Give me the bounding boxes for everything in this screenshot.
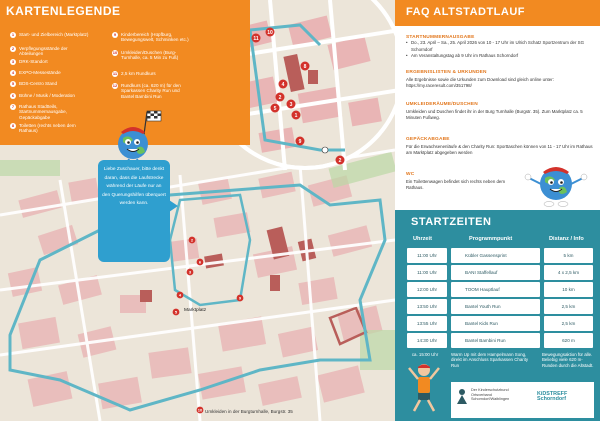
legend-marker: 1 (11, 32, 15, 37)
faq-header (395, 0, 600, 26)
legend-marker: 10 (112, 50, 118, 55)
charity-time: ca. 15:00 Uhr (411, 352, 439, 357)
jumping-jack-icon (407, 362, 441, 414)
row-distance: 2,5 km (544, 299, 593, 314)
legend-marker: 3 (11, 59, 15, 64)
table-row (407, 333, 593, 348)
svg-text:4: 4 (281, 82, 285, 88)
svg-text:2: 2 (338, 158, 342, 164)
table-row (407, 265, 593, 280)
faq-heading: STARTNUMMERNAUSGABE (406, 35, 475, 40)
faq-heading: WC (406, 172, 415, 177)
map-legend (0, 0, 250, 145)
svg-text:5: 5 (174, 309, 178, 315)
charity-info: Warm Up mit dem Hampelmann Song, direkt im Anschluss Sparkassen Charity Run (451, 352, 529, 368)
logo-strip (451, 382, 594, 418)
charity-extra: Bewegungsaktion für alle. Beliebig viele 620 m-Runden durch die Altstadt. (542, 352, 594, 368)
svg-text:8: 8 (303, 64, 307, 70)
row-distance: 4 x 2,5 km (544, 265, 593, 280)
row-time: 14:30 Uhr (407, 333, 447, 348)
faq-section-gepaeck (406, 137, 596, 156)
row-time: 13:50 Uhr (407, 299, 447, 314)
faq-panel (395, 0, 600, 210)
faq-text: Für die Erwachsenenläufe & den Charity Run: Sporttaschen können von 11 - 17 Uhr im Rathaus am Marktplatz abgegeben werden (406, 144, 593, 155)
faq-text: Ein Toilettenwagen befindet sich rechts neben dem Rathaus. (406, 179, 506, 190)
svg-text:9: 9 (238, 295, 242, 301)
legend-text: Start- und Zielbereich (Marktplatz) (19, 32, 89, 37)
svg-text:9: 9 (298, 139, 302, 145)
row-time: 11:00 Uhr (407, 248, 447, 263)
table-row (407, 248, 593, 263)
legend-marker: 8 (11, 123, 15, 128)
marktplatz-label: Marktplatz (184, 308, 207, 313)
faq-text: Alle Ergebnisse sowie die Urkunden zum Download sind gleich online unter: https://my.raceresult.com/351798/ (406, 77, 554, 88)
legend-text: Kinderbereich (Hüpfburg, Bewegungswelt, Schminken etc.) (121, 32, 189, 43)
svg-text:2: 2 (190, 237, 194, 243)
start-times-panel (395, 210, 600, 421)
legend-marker: 9 (113, 32, 117, 37)
faq-section-ergebnisse (406, 70, 596, 89)
row-time: 12:00 Uhr (407, 282, 447, 297)
legend-text: Rundkurs (ca. 620 m) für den Sparkassen Charity Run und Bantel Bambini Run (121, 83, 181, 99)
legend-text: Verpflegungsstände der Abteilungen (19, 46, 68, 57)
svg-text:3: 3 (188, 269, 192, 275)
faq-bullet: • Do., 23. April – Sa., 25. April 2026 von 10 - 17 Uhr im Ulrich Schatz Sportzentrum der SG Schorndorf (406, 40, 596, 53)
legend-title: KARTENLEGENDE (6, 4, 121, 18)
table-row (407, 299, 593, 314)
svg-text:1: 1 (294, 113, 298, 119)
legend-text: Toiletten (rechts neben dem Rathaus) (19, 123, 76, 134)
legend-text: Rathaus Stadtteils, Startnummernausgabe, Gepäckabgabe (19, 104, 68, 120)
legend-marker: 11 (112, 71, 118, 76)
row-program: Kübler Gassensprint (451, 248, 540, 263)
row-time: 11:00 Uhr (407, 265, 447, 280)
svg-text:5: 5 (273, 106, 277, 112)
faq-section-startnummern (406, 35, 596, 60)
legend-text: EXPO-Messestände (19, 70, 61, 75)
row-distance: 10 km (544, 282, 593, 297)
svg-text:11: 11 (253, 36, 259, 42)
legend-marker: 7 (11, 104, 15, 109)
legend-text: 2,5 km Rundkurs (121, 71, 156, 76)
row-distance: 620 m (544, 333, 593, 348)
row-distance: 5 km (544, 248, 593, 263)
header-distance: Distanz / Info (549, 236, 584, 242)
legend-text: BDS-Centro Stand (19, 81, 58, 86)
legend-marker: 5 (11, 81, 15, 86)
table-row (407, 282, 593, 297)
row-time: 13:55 Uhr (407, 316, 447, 331)
header-time: Uhrzeit (413, 236, 432, 242)
legend-text: DRK-Standort (19, 59, 48, 64)
svg-text:10: 10 (197, 407, 203, 413)
svg-text:4: 4 (178, 292, 182, 298)
faq-section-wc (406, 172, 516, 191)
table-row (407, 316, 593, 331)
globe-mascot-icon (521, 160, 591, 208)
row-program: BANI Staffellauf (451, 265, 540, 280)
faq-text: Umkleiden und Duschen findet ihr in der Burg Turnhalle (Burgstr. 35). Zum Marktplatz ca. 5 Minuten Fußweg. (406, 109, 583, 120)
row-program: Bantel Bambini Run (451, 333, 540, 348)
row-program: Bantel Youth Run (451, 299, 540, 314)
row-program: TOOM Hauptlauf (451, 282, 540, 297)
row-program: Bantel Kids Run (451, 316, 540, 331)
faq-heading: ERGEBNISLISTEN & URKUNDEN (406, 70, 487, 75)
svg-text:10: 10 (267, 30, 273, 36)
legend-marker: 6 (11, 93, 15, 98)
kinderschutzbund-logo-icon (455, 388, 469, 404)
svg-text:2: 2 (278, 95, 282, 101)
header-program: Programmpunkt (469, 236, 513, 242)
faq-title: FAQ ALTSTADTLAUF (406, 6, 525, 18)
svg-text:3: 3 (289, 102, 293, 108)
changing-rooms-caption: Umkleiden in der Burgturnhalle, Burgstr. 35 (205, 409, 293, 414)
row-distance: 2,5 km (544, 316, 593, 331)
kidstreff-logo: KiDSTREFF Schorndorf (537, 391, 568, 402)
start-times-title: STARTZEITEN (411, 216, 492, 228)
faq-heading: UMKLEIDERÄUME/DUSCHEN (406, 102, 478, 107)
faq-section-umkleiden (406, 102, 596, 121)
svg-text:6: 6 (198, 259, 202, 265)
legend-marker: 12 (112, 83, 118, 88)
legend-marker: 2 (11, 46, 15, 51)
faq-bullet: • Am Veranstaltungstag ab 9 Uhr im Rathaus Schorndorf (406, 53, 596, 60)
legend-text: Bühne / Musik / Moderation (19, 93, 75, 98)
legend-text: Umkleiden/Duschen (Burg-Turnhalle, ca. 5 Min zu Fuß) (121, 50, 179, 61)
legend-marker: 4 (11, 70, 15, 75)
spectator-notice: Liebe Zuschauer, bitte denkt daran, dass die Laufstrecke während der Läufe nur an den Querungshilfen überquert werden kann. (98, 160, 170, 262)
kinderschutzbund-logo: Der Kinderschutzbund Ortsverband Schorndorf/Waiblingen (471, 388, 510, 402)
faq-heading: GEPÄCKABGABE (406, 137, 450, 142)
